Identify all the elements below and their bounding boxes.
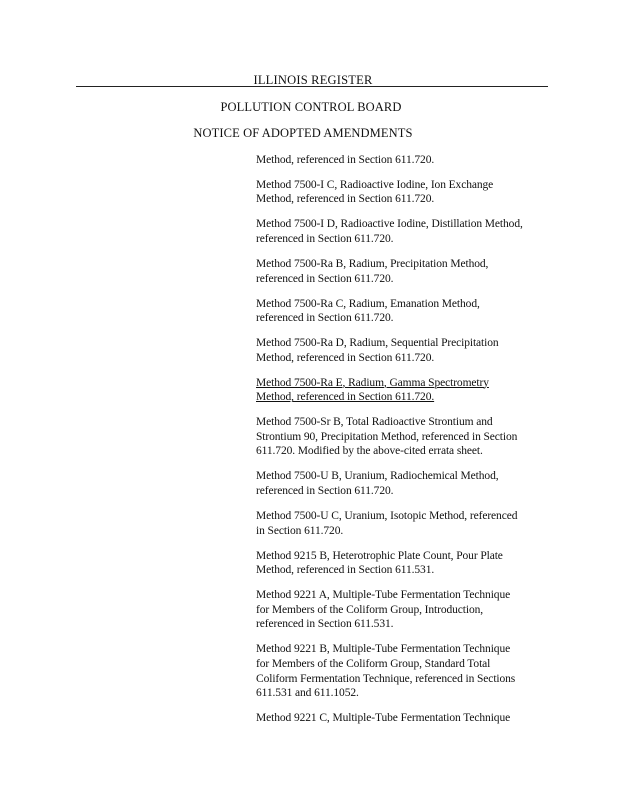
method-entry: Method 9221 B, Multiple-Tube Fermentation Technique for Members of the Coliform Group, Standard Total Coliform Fermentation Technique, referenced in Sections 611.531 and 611.1052. [256, 643, 516, 700]
register-title: ILLINOIS REGISTER [253, 73, 373, 87]
method-entry: Method 9215 B, Heterotrophic Plate Count, Pour Plate Method, referenced in Section 611.531. [256, 549, 503, 577]
method-entry: Method 7500-U C, Uranium, Isotopic Method, referenced in Section 611.720. [256, 510, 518, 537]
method-entry: Method 7500-Ra B, Radium, Precipitation Method, referenced in Section 611.720. [256, 257, 489, 285]
method-entry: Method, referenced in Section 611.720. [256, 154, 435, 166]
method-entry-added: Method 7500-Ra E, Radium, Gamma Spectrometry Method, referenced in Section 611.720. [256, 376, 489, 404]
method-list [256, 153, 556, 736]
method-entry: Method 7500-Sr B, Total Radioactive Strontium and Strontium 90, Precipitation Method, referenced in Section 611.720. Modified by the above-cited errata sheet. [256, 416, 518, 458]
board-name: POLLUTION CONTROL BOARD [220, 100, 402, 114]
method-entry: Method 7500-I D, Radioactive Iodine, Distillation Method, referenced in Section 611.720. [256, 218, 523, 245]
notice-title: NOTICE OF ADOPTED AMENDMENTS [193, 126, 413, 140]
method-entry: Method 9221 C, Multiple-Tube Fermentation Technique [256, 712, 511, 725]
method-entry: Method 7500-Ra D, Radium, Sequential Precipitation Method, referenced in Section 611.720. [256, 337, 499, 364]
method-entry: Method 7500-I C, Radioactive Iodine, Ion Exchange Method, referenced in Section 611.720. [256, 178, 494, 206]
method-entry: Method 9221 A, Multiple-Tube Fermentation Technique for Members of the Coliform Group, Introduction, referenced in Section 611.531. [256, 589, 511, 631]
header-rule [76, 86, 548, 87]
method-entry: Method 7500-U B, Uranium, Radiochemical Method, referenced in Section 611.720. [256, 470, 499, 498]
method-entry: Method 7500-Ra C, Radium, Emanation Method, referenced in Section 611.720. [256, 297, 480, 325]
